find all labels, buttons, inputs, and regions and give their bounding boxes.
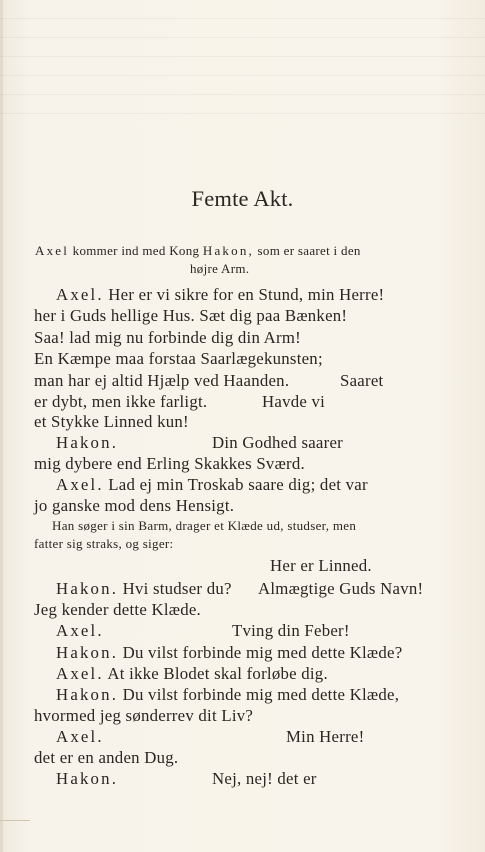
speaker-name: Axel. [56,285,104,304]
dialogue-line: er dybt, men ikke farligt. [34,392,208,411]
dialogue-line: Jeg kender dette Klæde. [34,600,201,619]
speaker-name: Axel. [56,664,104,683]
dialogue-line [56,685,399,705]
speaker-name: Axel. [56,475,104,494]
speaker-name: Hakon. [56,685,119,704]
speaker-name: Hakon, [202,243,254,258]
speaker-name: Axel. [56,727,104,746]
dialogue-line: det er en anden Dug. [34,748,179,767]
stage-text: som er saaret i den [257,243,361,258]
dialogue-line-right: Her er Linned. [270,556,372,575]
stage-direction-line: fatter sig straks, og siger: [34,536,174,551]
dialogue-line-right: Tving din Feber! [232,621,350,640]
stage-direction-line: højre Arm. [190,261,250,276]
line-text: Du vilst forbinde mig med dette Klæde? [122,643,403,662]
dialogue-line: jo ganske mod dens Hensigt. [34,496,235,515]
dialogue-line [56,621,104,641]
dialogue-line [56,433,118,453]
dialogue-line-right: Havde vi [262,392,326,411]
speaker-name: Axel [35,243,70,258]
speaker-name: Hakon. [56,433,119,452]
dialogue-line-right: Nej, nej! det er [212,769,317,788]
dialogue-line-right: Din Godhed saarer [212,433,343,452]
line-text: Lad ej min Troskab saare dig; det var [108,475,368,494]
act-title: Femte Akt. [191,186,294,211]
page-edge [0,0,3,852]
stage-direction-line [35,243,361,259]
dialogue-line [56,769,118,789]
speaker-name: Axel. [56,621,104,640]
page-edge-mark [0,820,30,821]
dialogue-line [56,285,384,305]
dialogue-line: mig dybere end Erling Skakkes Sværd. [34,454,305,473]
line-text: man har ej altid Hjælp ved Haanden. [34,371,290,390]
dialogue-line: hvormed jeg sønderrev dit Liv? [34,706,254,725]
dialogue-line [56,664,328,684]
speaker-name: Hakon. [56,643,119,662]
dialogue-line-right: Almægtige Guds Navn! [258,579,424,598]
dialogue-line [56,643,402,663]
stage-direction-line: Han søger i sin Barm, drager et Klæde ud, studser, men [52,518,357,533]
dialogue-line [34,371,289,391]
dialogue-line [56,579,232,599]
line-text: Du vilst forbinde mig med dette Klæde, [122,685,400,704]
line-text: Her er vi sikre for en Stund, min Herre! [108,285,385,304]
stage-text: kommer ind med Kong [72,243,200,258]
dialogue-line: her i Guds hellige Hus. Sæt dig paa Bænken! [34,306,348,325]
dialogue-line: Saa! lad mig nu forbinde dig din Arm! [34,328,301,347]
dialogue-line-right: Min Herre! [286,727,365,746]
speaker-name: Hakon. [56,579,119,598]
dialogue-line: et Stykke Linned kun! [34,412,189,431]
line-text: At ikke Blodet skal forløbe dig. [107,664,328,683]
line-text: Hvi studser du? [122,579,232,598]
dialogue-line [56,475,368,495]
dialogue-line [56,727,104,747]
dialogue-line-right: Saaret [340,371,384,390]
speaker-name: Hakon. [56,769,119,788]
bleed-through-texture [0,0,485,130]
dialogue-line: En Kæmpe maa forstaa Saarlægekunsten; [34,349,323,368]
